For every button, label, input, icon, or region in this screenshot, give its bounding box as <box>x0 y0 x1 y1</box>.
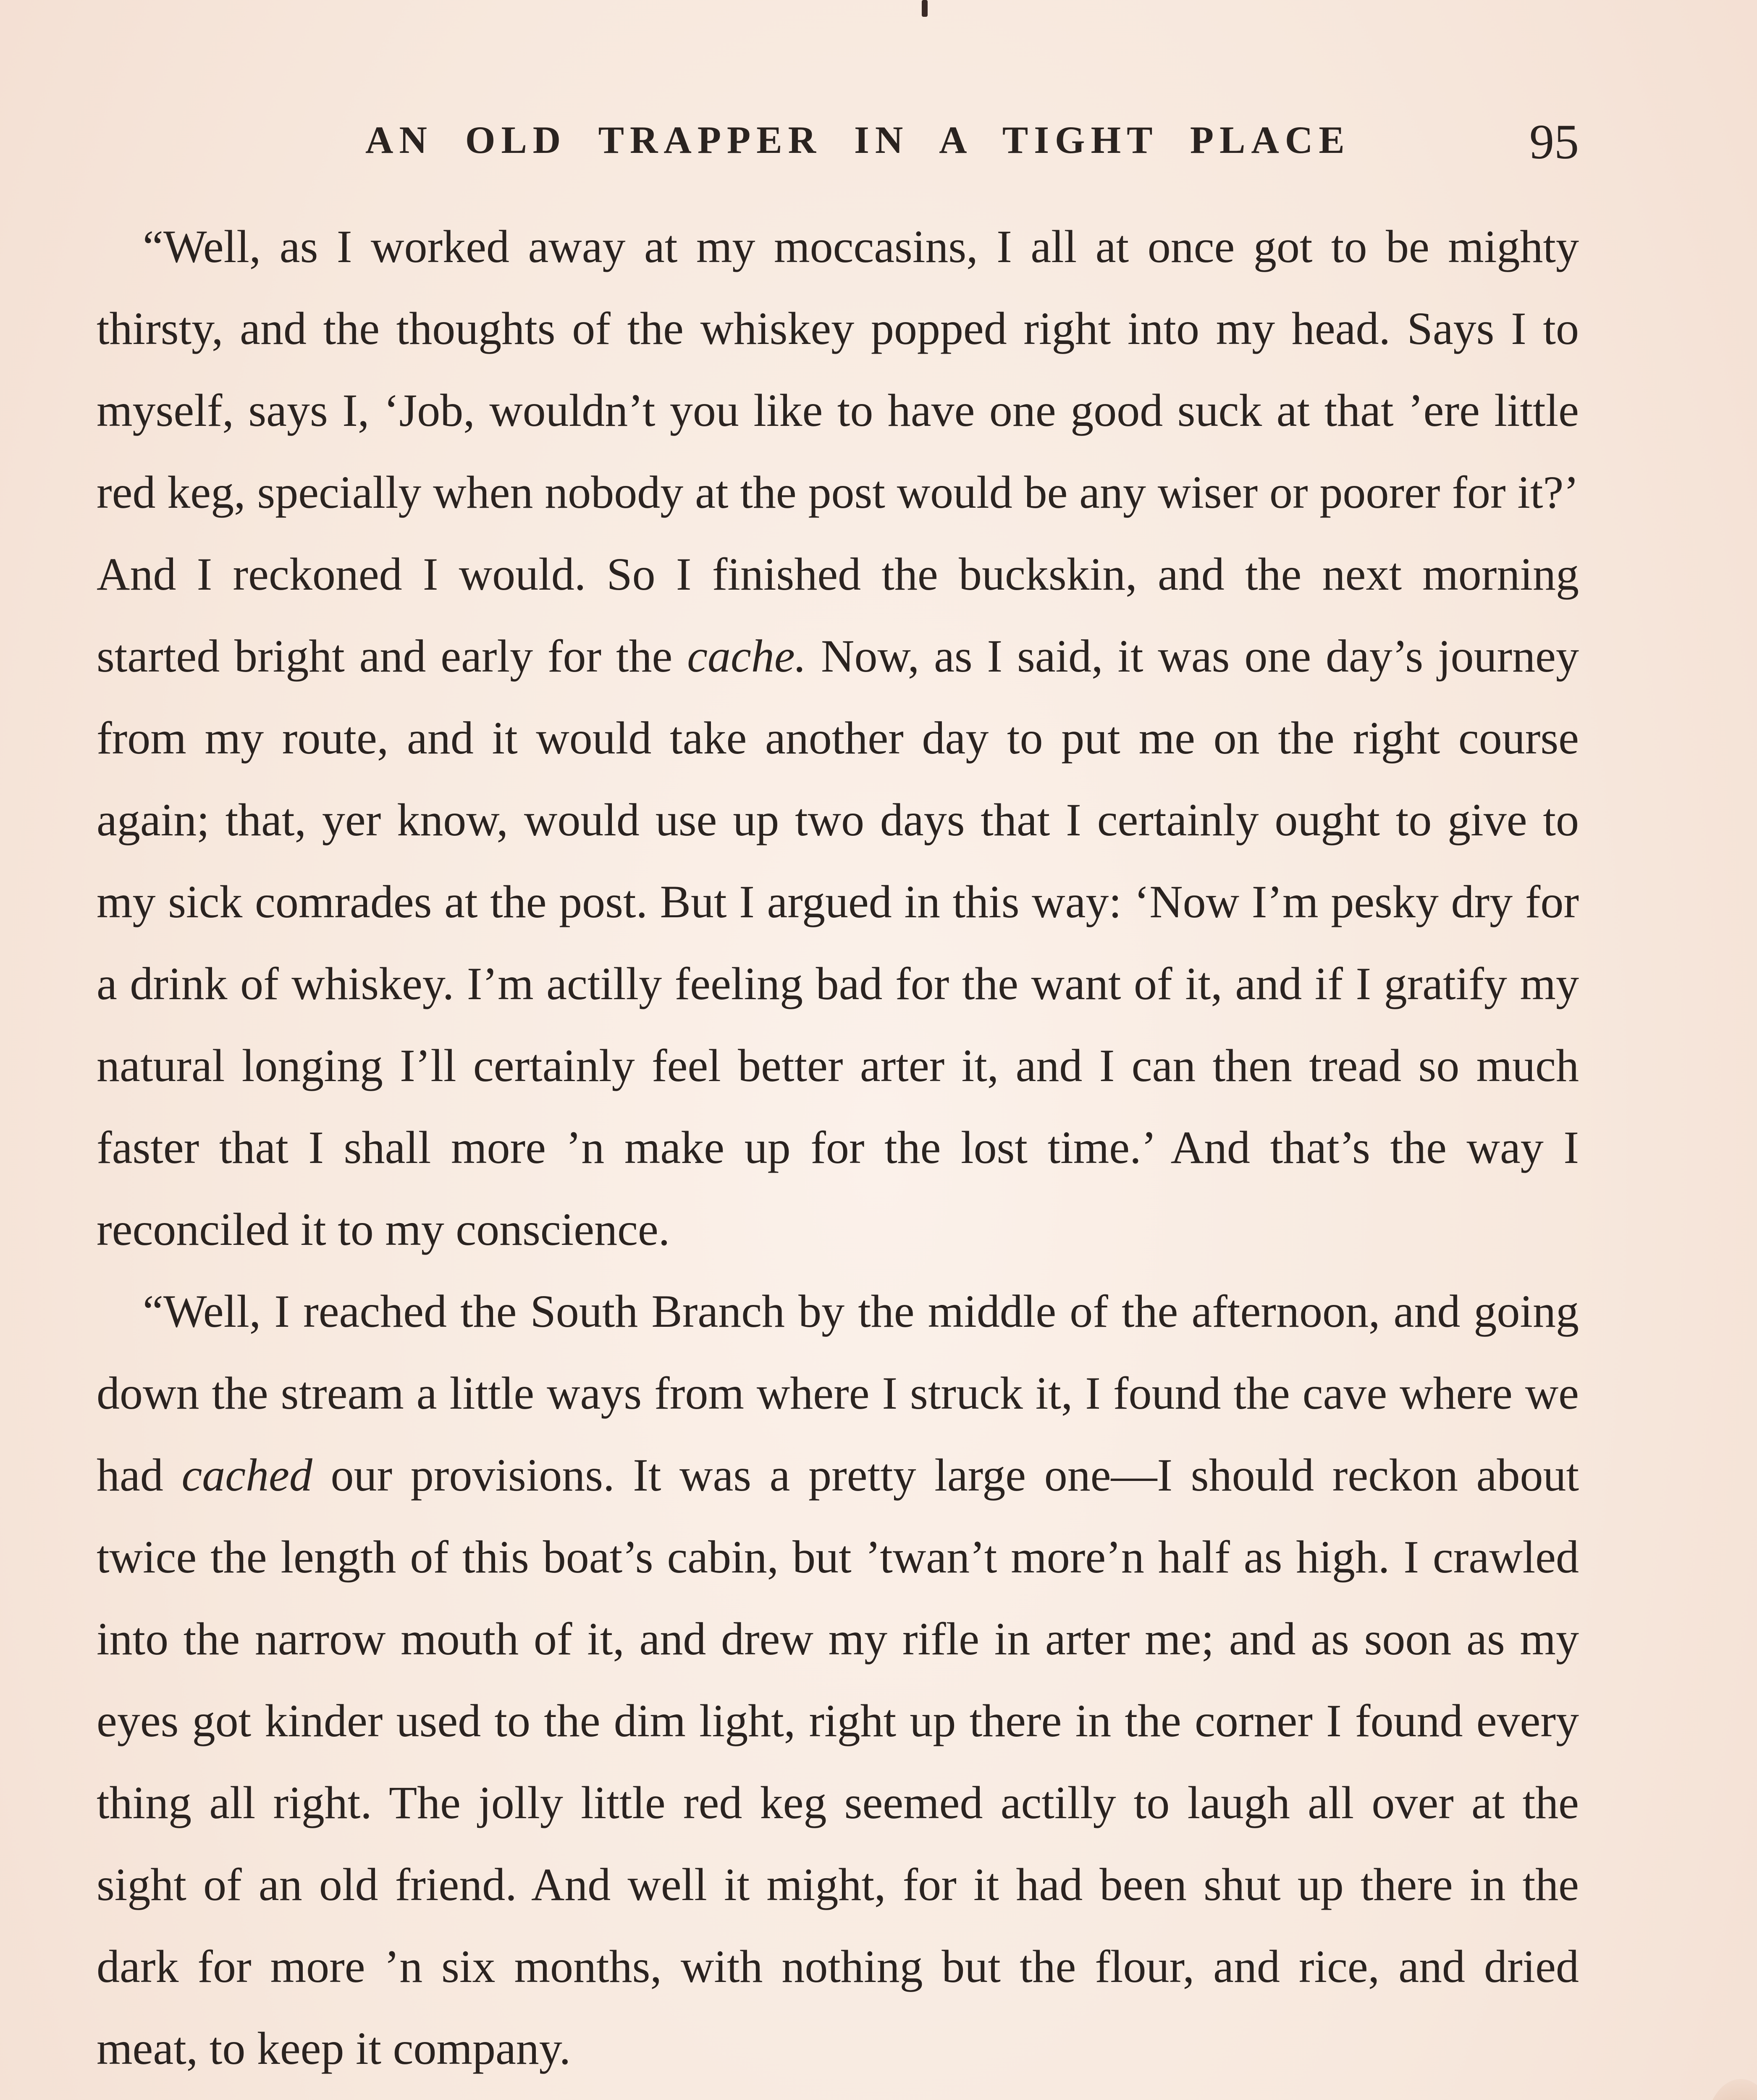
italic-text-run: cache. <box>687 630 807 682</box>
page-stain <box>1705 2079 1757 2100</box>
text-run: Now, as I said, it was one day’s journey from my route, and it would take another day to put me on the right course again; that, yer know, would use up two days that I certainly ought to give to my sick comrades at the post. But I argued in this way: ‘Now I’m pesky dry for a drink of whiskey. I’m actilly feeling bad for the want of it, and if I gratify my natural longing I’ll certainly feel better arter it, and I can then tread so much faster that I shall more ’n make up for the lost time.’ And that’s the way I reconciled it to my conscience. <box>97 630 1579 1255</box>
body-text <box>97 206 1579 2100</box>
page-header <box>97 113 1579 181</box>
paragraph <box>97 2090 1579 2100</box>
page-number: 95 <box>1529 114 1579 169</box>
italic-text-run: cached <box>181 1449 312 1501</box>
ink-mark <box>922 0 928 17</box>
text-run: our provisions. It was a pretty large one—I should reckon about twice the length of this boat’s cabin, but ’twan’t more’n half as high. I crawled into the narrow mouth of it, and drew my rifle in arter me; and as soon as my eyes got kinder used to the dim light, right up there in the corner I found every thing all right. The jolly little red keg seemed actilly to laugh all over at the sight of an old friend. And well it might, for it had been shut up there in the dark for more ’n six months, with nothing but the flour, and rice, and dried meat, to keep it company. <box>97 1449 1579 2074</box>
text-run: “Well, I reached the South Branch by the middle of the afternoon, and going down the stream a little ways from where I struck it, I found the cave where we had <box>97 1286 1579 1501</box>
running-head: AN OLD TRAPPER IN A TIGHT PLACE <box>365 118 1351 161</box>
paragraph <box>97 206 1579 1270</box>
paragraph <box>97 1270 1579 2090</box>
text-run: “Well, as I worked away at my moccasins, I all at once got to be mighty thirsty, and the thoughts of the whiskey popped right into my head. Says I to myself, says I, ‘Job, wouldn’t you like to have one good suck at that ’ere little red keg, specially when nobody at the post would be any wiser or poorer for it?’ And I reckoned I would. So I finished the buckskin, and the next morning started bright and early for the <box>97 221 1579 682</box>
